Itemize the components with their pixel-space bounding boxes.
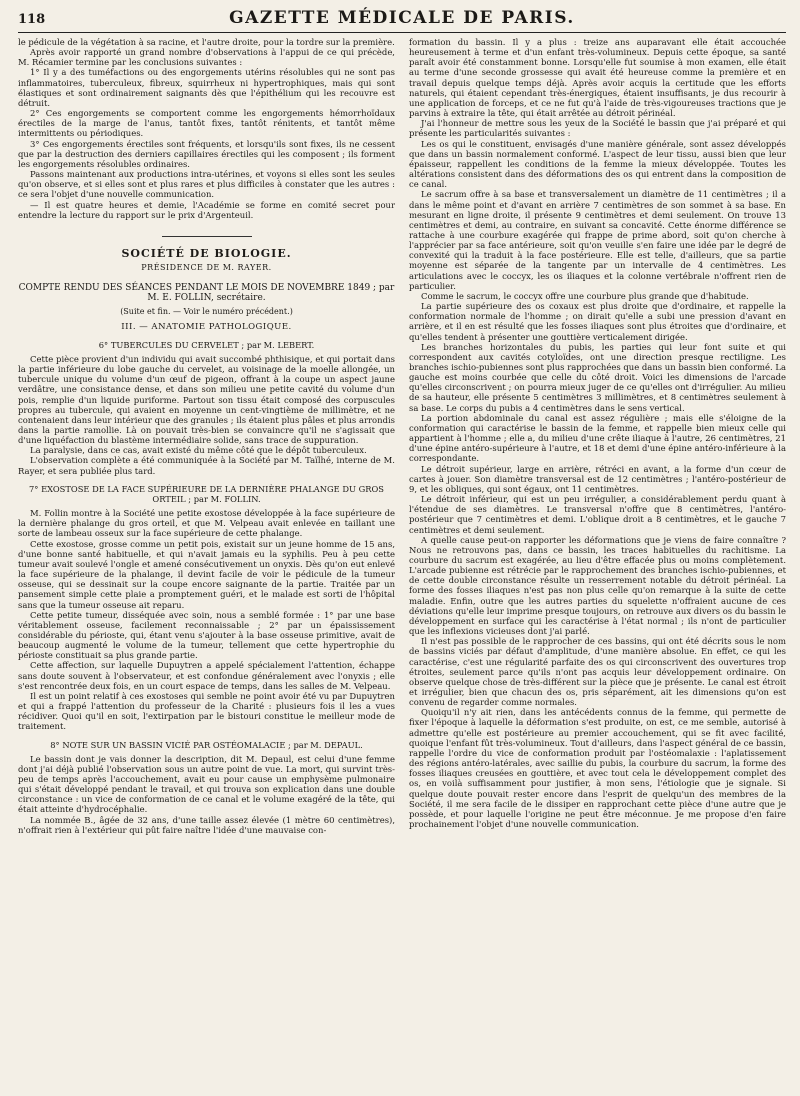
paragraph: 2° Ces engorgements se comportent comme les engorgements hémorrhoïdaux érectiles de la marge de l'anus, tantôt fixes, tantôt rénitents, et tantôt même intermittents ou périodiques. bbox=[18, 108, 395, 139]
section-title: SOCIÉTÉ DE BIOLOGIE. bbox=[121, 246, 292, 260]
article-8-body bbox=[18, 754, 395, 835]
paragraph: Le sacrum offre à sa base et transversalement un diamètre de 11 centimètres ; il a dans le même point et d'avant en arrière 7 centimètres de son sommet à sa base. En mesurant en ligne droite, il présente 9 centimètres et demi seulement. On trouve 13 centimètres et demi, au contraire, en suivant sa concavité. Cette énorme différence se rattache à une courbure exagérée qui frappe de prime abord, soit qu'on cherche à l'apprécier par sa face antérieure, soit qu'on veuille s'en faire une idée par le degré de convexité qui la traduit à la face postérieure. Elle est telle, d'ailleurs, que sa partie moyenne est séparée de la tangente par un intervalle de 4 centimètres. Les articulations avec le coccyx, les os iliaques et la colonne vertébrale n'offrent rien de particulier. bbox=[409, 189, 786, 291]
paragraph: Les branches horizontales du pubis, les parties qui leur font suite et qui correspondent aux cavités cotyloïdes, ont une direction presque rectiligne. Les branches ischio-pubiennes sont plus rapprochées que dans un bassin bien conformé. La gauche est moins courbée que celle du côté droit. Voici les dimensions de l'arcade qu'elles circonscrivent ; on pourra mieux juger de ce qu'elles ont d'irrégulier. Au milieu de sa hauteur, elle présente 5 centimètres 3 millimètres, et 8 centimètres seulement à sa base. Le corps du pubis a 4 centimètres dans le sens vertical. bbox=[409, 341, 786, 413]
article-8-title: 8° NOTE SUR UN BASSIN VICIÉ PAR OSTÉOMALACIE ; par M. DEPAUL. bbox=[50, 739, 363, 750]
section-rule bbox=[162, 236, 252, 237]
paragraph: Passons maintenant aux productions intra-utérines, et voyons si elles sont les seules qu'on observe, et si elles sont et plus rares et plus difficiles à constater que les autres : ce sera l'objet d'une nouvelle communication. bbox=[18, 169, 395, 200]
anatomy-heading: III. — ANATOMIE PATHOLOGIQUE. bbox=[121, 321, 292, 332]
page-header bbox=[18, 8, 786, 33]
newspaper-page bbox=[18, 8, 786, 1088]
page-number: 118 bbox=[18, 12, 46, 27]
paragraph: Cette exostose, grosse comme un petit pois, existait sur un jeune homme de 15 ans, d'une bonne santé habituelle, et qui n'avait jamais eu la syphilis. Peu à peu cette tumeur avait soulevé l'ongle et amené consécutivement un onyxis. Dès qu'on eut enlevé la face supérieure de la phalange, il devint facile de voir le pédicule de la tumeur osseuse, qui se dessinait sur la coupe encore saignante de la partie. Traitée par un pansement simple cette plaie a promptement guéri, et le malade est sorti de l'hôpital sans que la tumeur osseuse ait reparu. bbox=[18, 538, 395, 610]
paragraph: J'ai l'honneur de mettre sous les yeux de la Société le bassin que j'ai préparé et qui présente les particularités suivantes : bbox=[409, 118, 786, 139]
right-column bbox=[409, 37, 786, 1083]
paragraph: — Il est quatre heures et demie, l'Académie se forme en comité secret pour entendre la lecture du rapport sur le prix d'Argenteuil. bbox=[18, 199, 395, 220]
paragraph: La portion abdominale du canal est assez régulière ; mais elle s'éloigne de la conformation qui caractérise le bassin de la femme, et rappelle bien mieux celle qui appartient à l'homme ; elle a, du milieu d'une crête iliaque à l'autre, 26 centimètres, 21 d'une épine antéro-supérieure à l'autre, et 18 et demi d'une épine antéro-inférieure à la correspondante. bbox=[409, 412, 786, 464]
suite-note: (Suite et fin. — Voir le numéro précédent.) bbox=[120, 307, 293, 317]
article-7-title: 7° EXOSTOSE DE LA FACE SUPÉRIEURE DE LA DERNIÈRE PHALANGE DU GROS ORTEIL ; par M. FOLLIN. bbox=[29, 483, 384, 504]
paragraph: Cette pièce provient d'un individu qui avait succombé phthisique, et qui portait dans la partie inférieure du lobe gauche du cervelet, au voisinage de la moelle allongée, un tubercule unique du volume d'un œuf de pigeon, offrant à la coupe un aspect jaune verdâtre, une consistance dense, et dans son milieu une petite cavité du volume d'un pois, remplie d'un liquide puriforme. Partout son tissu était composé des corpuscules propres au tubercule, qui avaient en moyenne un cent-vingtième de millimètre, et ne contenaient dans leur intérieur que des granules ; ils étaient plus pâles et plus arrondis dans la partie ramollie. Là on pouvait très-bien se convaincre qu'il ne s'agissait que d'une liquéfaction du blastème intermédiaire solide, sans trace de suppuration. bbox=[18, 353, 395, 446]
paragraph: Il n'est pas possible de le rapprocher de ces bassins, qui ont été décrits sous le nom de bassins viciés par défaut d'amplitude, d'une manière absolue. En effet, ce qui les caractérise, c'est une régularité parfaite des os qui circonscrivent des ouvertures trop étroites, seulement parce qu'ils n'ont pas acquis leur développement ordinaire. On observe quelque chose de très-différent sur la pièce que je présente. Le canal est étroit et irrégulier, bien que chacun des os, pris séparément, ait les dimensions qu'on est convenu de regarder comme normales. bbox=[409, 636, 786, 708]
article-6-body bbox=[18, 354, 395, 476]
paragraph: Le bassin dont je vais donner la description, dit M. Depaul, est celui d'une femme dont j'ai déjà publié l'observation sous un autre point de vue. La mort, qui survint très-peu de temps après l'accouchement, avait eu pour cause un emphysème pulmonaire qui s'était développé pendant le travail, et qui trouva son explication dans une double circonstance : un vice de conformation de ce canal et le volume exagéré de la tête, qui était atteinte d'hydrocéphalie. bbox=[18, 753, 395, 815]
article-8-continuation bbox=[409, 37, 786, 829]
paragraph: Comme le sacrum, le coccyx offre une courbure plus grande que d'habitude. bbox=[421, 290, 749, 301]
intro-section bbox=[18, 37, 395, 220]
paragraph: La paralysie, dans ce cas, avait existé du même côté que le dépôt tuberculeux. bbox=[30, 445, 367, 456]
paragraph: Le détroit supérieur, large en arrière, rétréci en avant, a la forme d'un cœur de cartes à jouer. Son diamètre transversal est de 12 centimètres ; l'antéro-postérieur de 9, et les obliques, qui sont égaux, ont 11 centimètres. bbox=[409, 463, 786, 494]
article-7-body bbox=[18, 508, 395, 731]
paragraph: Quoiqu'il n'y ait rien, dans les antécédents connus de la femme, qui permette de fixer l'époque à laquelle la déformation s'est produite, on est, ce me semble, autorisé à admettre qu'elle est postérieure au premier accouchement, qui se fit avec facilité, quoique l'enfant fût très-volumineux. Tout d'ailleurs, dans l'aspect général de ce bassin, rappelle l'ordre du vice de conformation produit par l'ostéomalaxie : l'aplatissement des régions antéro-latérales, avec saillie du pubis, la courbure du sacrum, la forme des fosses iliaques creusées en gouttière, et avec tout cela le développement complet des os, en voilà suffisamment pour justifier, à mon sens, l'étiologie que je signale. Si quelque doute pouvait rester encore dans l'esprit de quelqu'un des membres de la Société, il me sera facile de le dissiper en rapprochant cette pièce d'une autre que je possède, et pour laquelle l'origine ne peut être méconnue. Je me propose d'en faire prochainement l'objet d'une nouvelle communication. bbox=[409, 707, 786, 830]
article-6-title: 6° TUBERCULES DU CERVELET ; par M. LEBERT. bbox=[98, 339, 315, 350]
paragraph: Cette petite tumeur, disséquée avec soin, nous a semblé formée : 1° par une base véritablement osseuse, facilement reconnaissable ; 2° par un épaississement considérable du périoste, qui, étant venu s'ajouter à la base osseuse primitive, avait de beaucoup augmenté le volume de la tumeur, tellement que cette hypertrophie du périoste constituait sa plus grande partie. bbox=[18, 609, 395, 661]
presidency: PRÉSIDENCE DE M. RAYER. bbox=[141, 262, 272, 272]
paragraph: La partie supérieure des os coxaux est plus droite que d'ordinaire, et rappelle la conformation normale de l'homme ; on dirait qu'elle a subi une pression d'avant en arrière, et il en est résulté que les fosses iliaques sont plus étroites que d'ordinaire, et qu'elles tendent à présenter une gouttière verticalement dirigée. bbox=[409, 301, 786, 342]
paragraph: La nommée B., âgée de 32 ans, d'une taille assez élevée (1 mètre 60 centimètres), n'offrait rien à l'extérieur qui pût faire naître l'idée d'une mauvaise con- bbox=[18, 814, 395, 835]
text-columns bbox=[18, 37, 786, 1083]
left-column bbox=[18, 37, 395, 1083]
journal-title: GAZETTE MÉDICALE DE PARIS. bbox=[229, 8, 575, 28]
paragraph: Cette affection, sur laquelle Dupuytren a appelé spécialement l'attention, échappe sans doute souvent à l'observateur, et est confondue généralement avec l'onyxis ; elle s'est rencontrée deux fois, en un court espace de temps, dans les salles de M. Velpeau. bbox=[18, 660, 395, 691]
paragraph: L'observation complète a été communiquée à la Société par M. Taïlhé, interne de M. Rayer, et sera publiée plus tard. bbox=[18, 455, 395, 476]
paragraph: 1° Il y a des tuméfactions ou des engorgements utérins résolubles qui ne sont pas inflammatoires, tuberculeux, fibreux, squirrheux ni hypertrophiques, mais qui sont élastiques et sont ordinairement saignants dès que l'épithélium qui les recouvre est détruit. bbox=[18, 67, 395, 108]
paragraph: M. Follin montre à la Société une petite exostose développée à la face supérieure de la dernière phalange du gros orteil, et que M. Velpeau avait enlevée en taillant une sorte de lambeau osseux sur la face supérieure de cette phalange. bbox=[18, 508, 395, 539]
paragraph: formation du bassin. Il y a plus : treize ans auparavant elle était accouchée heureusement à terme et d'un enfant très-volumineux. Depuis cette époque, sa santé paraît avoir été constamment bonne. Lorsqu'elle fut soumise à mon examen, elle était au terme d'une seconde grossesse qui avait été heureuse comme la première et en travail depuis quelque temps déjà. Après avoir acquis la certitude que les efforts naturels, qui étaient cependant très-énergiques, étaient insuffisants, je dus recourir à une application de forceps, et ce ne fut qu'à l'aide de très-vigoureuses tractions que je parvins à extraire la tête, qui était arrêtée au détroit périnéal. bbox=[409, 37, 786, 119]
paragraph: Les os qui le constituent, envisagés d'une manière générale, sont assez développés que dans un bassin normalement conformé. L'aspect de leur tissu, aussi bien que leur épaisseur, rappellent les conditions de la femme la mieux développée. Toutes les altérations consistent dans des déformations des os qui entrent dans la composition de ce canal. bbox=[409, 138, 786, 190]
paragraph: A quelle cause peut-on rapporter les déformations que je viens de faire connaître ? Nous ne retrouvons pas, dans ce bassin, les traces habituelles du rachitisme. La courbure du sacrum est exagérée, au lieu d'être effacée plus ou moins complètement. L'arcade pubienne est rétrécie par le rapprochement des branches ischio-pubiennes, et de cette double circonstance résulte un resserrement notable du détroit périnéal. La forme des fosses iliaques n'est pas non plus celle qu'on remarque à la suite de cette maladie. Enfin, outre que les autres parties du squelette n'offraient aucune de ces déviations qu'elle leur imprime presque toujours, on retrouve aux divers os du bassin le développement en surface qui les caractérise à l'état normal ; ils n'ont de particulier que les inflexions vicieuses dont j'ai parlé. bbox=[409, 534, 786, 637]
paragraph: Le détroit inférieur, qui est un peu irrégulier, a considérablement perdu quant à l'étendue de ses diamètres. Le transversal n'offre que 8 centimètres, l'antéro-postérieur que 7 centimètres et demi. L'oblique droit a 8 centimètres, et le gauche 7 centimètres et demi seulement. bbox=[409, 494, 786, 535]
paragraph: Après avoir rapporté un grand nombre d'observations à l'appui de ce qui précède, M. Récamier termine par les conclusions suivantes : bbox=[18, 47, 395, 68]
paragraph: Il est un point relatif à ces exostoses qui semble ne point avoir été vu par Dupuytren et qui a frappé l'attention du professeur de la Charité : plusieurs fois il les a vues récidiver. Quoi qu'il en soit, l'extirpation par le bistouri constitue le meilleur mode de traitement. bbox=[18, 690, 395, 732]
paragraph: le pédicule de la végétation à sa racine, et l'autre droite, pour la tordre sur la première. bbox=[18, 37, 395, 47]
compte-rendu-title: COMPTE RENDU DES SÉANCES PENDANT LE MOIS DE NOVEMBRE 1849 ; par M. E. FOLLIN, secrétaire. bbox=[18, 283, 395, 304]
paragraph: 3° Ces engorgements érectiles sont fréquents, et lorsqu'ils sont fixes, ils ne cessent que par la destruction des derniers capillaires érectiles qui les composent ; ils forment les engorgements résolubles ordinaires. bbox=[18, 138, 395, 169]
